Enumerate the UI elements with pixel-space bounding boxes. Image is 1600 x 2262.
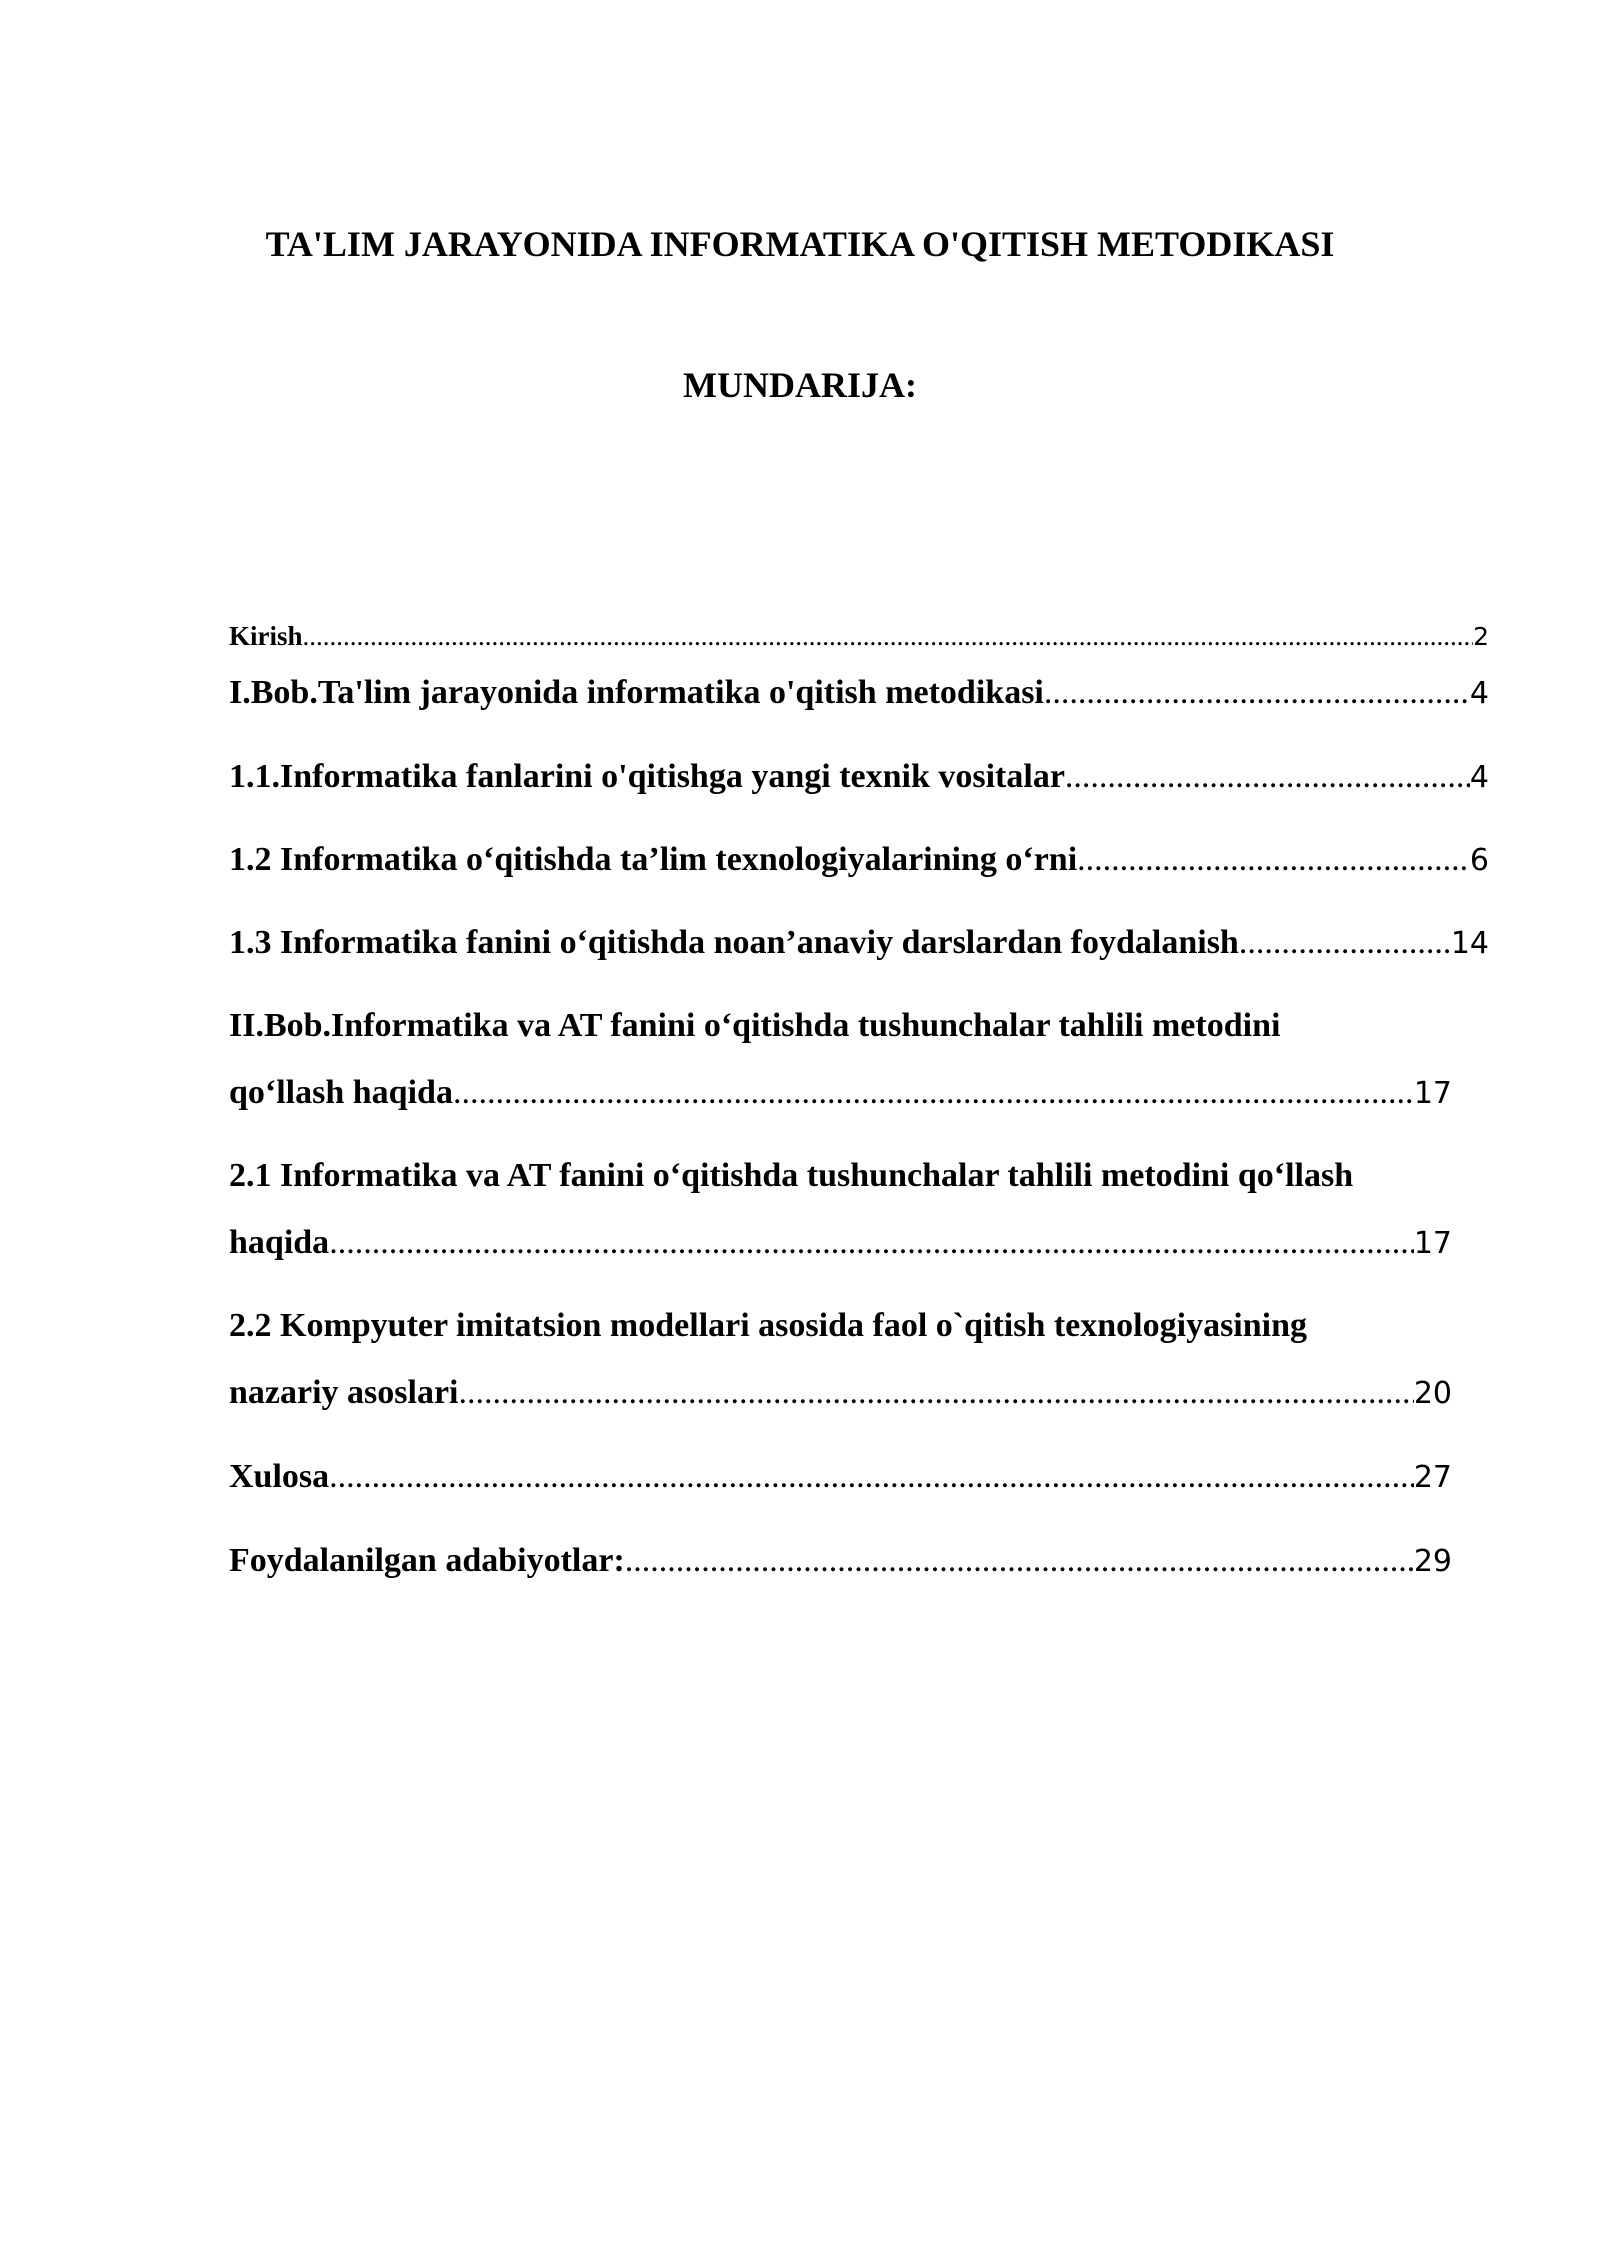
toc-entry-section-1-3[interactable] (229, 909, 1489, 977)
toc-entry-title-line2: haqida (229, 1224, 330, 1261)
toc-page-number: 17 (1413, 1226, 1452, 1261)
toc-leader-dots (303, 612, 1474, 660)
toc-leader-dots (1044, 659, 1470, 726)
toc-entry-title-line2: qo‘llash haqida (229, 1074, 453, 1111)
toc-leader-dots (625, 1527, 1414, 1594)
toc-entry-section-1-1[interactable] (229, 743, 1489, 811)
toc-leader-dots (1239, 909, 1451, 976)
toc-page-number: 29 (1413, 1544, 1452, 1579)
toc-page-number: 27 (1413, 1460, 1452, 1495)
toc-entry-section-1-2[interactable] (229, 826, 1489, 894)
toc-entry-xulosa[interactable] (229, 1443, 1452, 1511)
toc-leader-dots (1077, 826, 1470, 893)
toc-entry-title: 1.1.Informatika fanlarini o'qitishga yangi texnik vositalar (229, 758, 1065, 795)
toc-page-number: 2 (1473, 622, 1489, 651)
toc-entry-section-2-2[interactable] (229, 1292, 1452, 1427)
toc-entry-kirish[interactable] (229, 612, 1489, 661)
toc-leader-dots (1065, 743, 1470, 810)
toc-leader-dots (458, 1359, 1413, 1426)
toc-page-number: 4 (1469, 760, 1489, 795)
toc-entry-title: Xulosa (229, 1458, 330, 1495)
toc-page-number: 6 (1469, 843, 1489, 878)
toc-entry-title: 1.2 Informatika o‘qitishda ta’lim texnologiyalarining o‘rni (229, 841, 1078, 878)
toc-leader-dots (453, 1059, 1414, 1126)
toc-heading: MUNDARIJA: (683, 365, 917, 405)
toc-leader-dots (329, 1209, 1414, 1276)
toc-entry-title-line1: II.Bob.Informatika va AT fanini o‘qitishda tushunchalar tahlili metodini (229, 1007, 1281, 1044)
toc-entry-title: Kirish (229, 621, 303, 651)
toc-entry-title-line1: 2.1 Informatika va AT fanini o‘qitishda tushunchalar tahlili metodini qo‘llash (229, 1157, 1354, 1194)
toc-entry-references[interactable] (229, 1527, 1452, 1595)
toc-entry-title: 1.3 Informatika fanini o‘qitishda noan’anaviy darslardan foydalanish (229, 924, 1239, 961)
toc-entry-chapter-1[interactable] (229, 659, 1489, 727)
toc-page-number: 14 (1450, 926, 1489, 961)
table-of-contents (229, 612, 1489, 1595)
toc-entry-section-2-1[interactable] (229, 1142, 1452, 1277)
toc-leader-dots (329, 1443, 1414, 1510)
toc-entry-title-line2: nazariy asoslari (229, 1374, 459, 1411)
toc-page-number: 20 (1413, 1376, 1452, 1411)
toc-page-number: 4 (1469, 676, 1489, 711)
toc-entry-title: Foydalanilgan adabiyotlar: (229, 1542, 625, 1579)
document-title: TA'LIM JARAYONIDA INFORMATIKA O'QITISH METODIKASI (265, 224, 1335, 264)
toc-entry-title-line1: 2.2 Kompyuter imitatsion modellari asosida faol o`qitish texnologiyasining (229, 1307, 1308, 1344)
toc-entry-title: I.Bob.Ta'lim jarayonida informatika o'qitish metodikasi (229, 674, 1044, 711)
toc-page-number: 17 (1413, 1076, 1452, 1111)
toc-entry-chapter-2[interactable] (229, 992, 1452, 1127)
